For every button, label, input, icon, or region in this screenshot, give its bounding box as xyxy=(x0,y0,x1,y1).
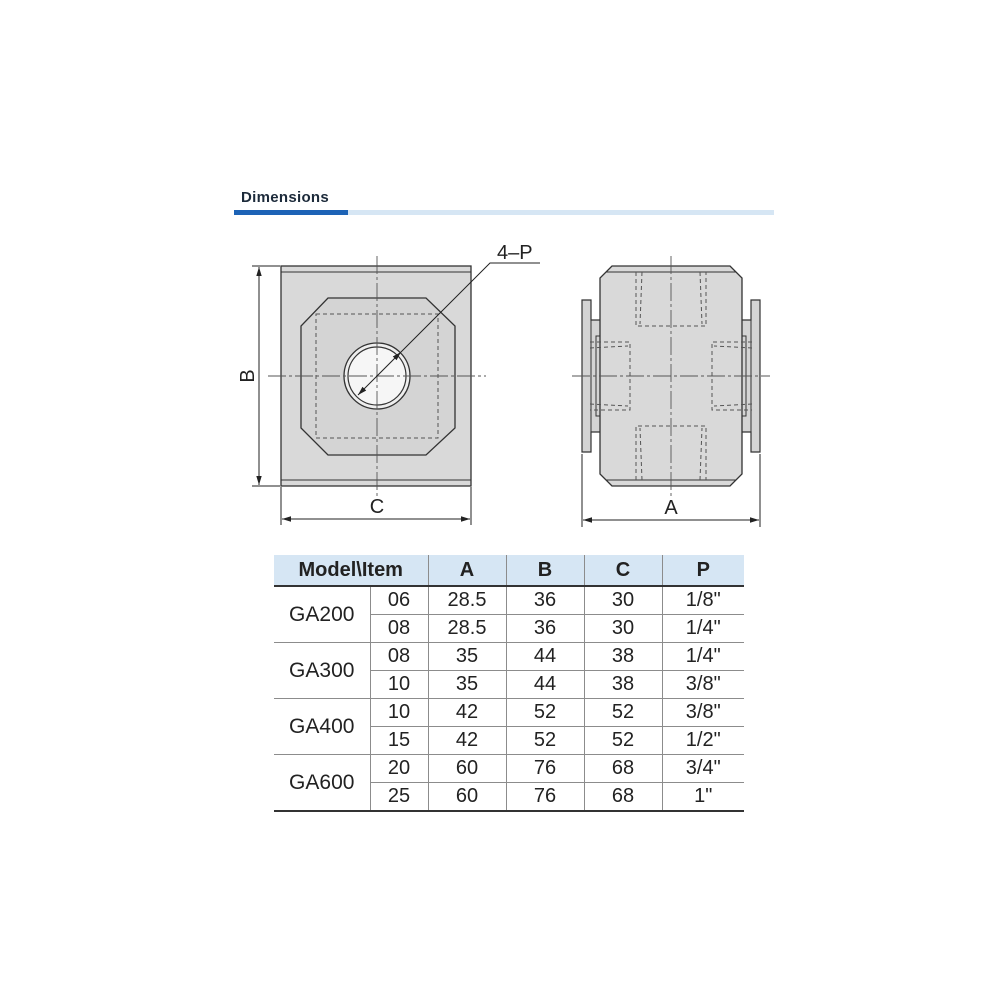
table-row xyxy=(274,586,744,615)
table-row xyxy=(274,699,744,727)
b-cell: 76 xyxy=(506,783,584,812)
p-cell: 1/4" xyxy=(662,615,744,643)
header-p: P xyxy=(662,555,744,586)
c-cell: 68 xyxy=(584,783,662,812)
c-cell: 30 xyxy=(584,615,662,643)
size-cell: 15 xyxy=(370,727,428,755)
b-cell: 52 xyxy=(506,727,584,755)
size-cell: 10 xyxy=(370,699,428,727)
a-cell: 35 xyxy=(428,643,506,671)
dimensions-table xyxy=(274,555,744,812)
size-cell: 08 xyxy=(370,615,428,643)
b-cell: 36 xyxy=(506,615,584,643)
p-cell: 1/2" xyxy=(662,727,744,755)
b-cell: 36 xyxy=(506,586,584,615)
b-cell: 44 xyxy=(506,671,584,699)
header-a: A xyxy=(428,555,506,586)
size-cell: 10 xyxy=(370,671,428,699)
p-cell: 3/8" xyxy=(662,699,744,727)
a-cell: 60 xyxy=(428,755,506,783)
c-cell: 52 xyxy=(584,699,662,727)
b-cell: 76 xyxy=(506,755,584,783)
p-cell: 1" xyxy=(662,783,744,812)
header-c: C xyxy=(584,555,662,586)
header-model-item: Model\Item xyxy=(274,555,428,586)
dim-c-label: C xyxy=(369,496,385,518)
a-cell: 28.5 xyxy=(428,586,506,615)
dim-a-label: A xyxy=(664,497,678,519)
b-cell: 52 xyxy=(506,699,584,727)
a-cell: 42 xyxy=(428,727,506,755)
dim-b-label: B xyxy=(237,369,259,383)
model-cell: GA300 xyxy=(274,643,370,699)
size-cell: 20 xyxy=(370,755,428,783)
section-title: Dimensions xyxy=(241,189,330,206)
model-cell: GA600 xyxy=(274,755,370,812)
size-cell: 08 xyxy=(370,643,428,671)
a-cell: 35 xyxy=(428,671,506,699)
side-view xyxy=(572,256,770,527)
header-b: B xyxy=(506,555,584,586)
a-cell: 42 xyxy=(428,699,506,727)
table-row xyxy=(274,643,744,671)
c-cell: 68 xyxy=(584,755,662,783)
size-cell: 25 xyxy=(370,783,428,812)
a-cell: 60 xyxy=(428,783,506,812)
port-label: 4–P xyxy=(497,242,533,264)
c-cell: 38 xyxy=(584,643,662,671)
table-row xyxy=(274,755,744,783)
c-cell: 38 xyxy=(584,671,662,699)
p-cell: 3/8" xyxy=(662,671,744,699)
p-cell: 1/4" xyxy=(662,643,744,671)
table-header-row xyxy=(274,555,744,586)
size-cell: 06 xyxy=(370,586,428,615)
a-cell: 28.5 xyxy=(428,615,506,643)
model-cell: GA200 xyxy=(274,586,370,643)
model-cell: GA400 xyxy=(274,699,370,755)
b-cell: 44 xyxy=(506,643,584,671)
p-cell: 1/8" xyxy=(662,586,744,615)
p-cell: 3/4" xyxy=(662,755,744,783)
c-cell: 30 xyxy=(584,586,662,615)
c-cell: 52 xyxy=(584,727,662,755)
front-view xyxy=(237,242,540,525)
